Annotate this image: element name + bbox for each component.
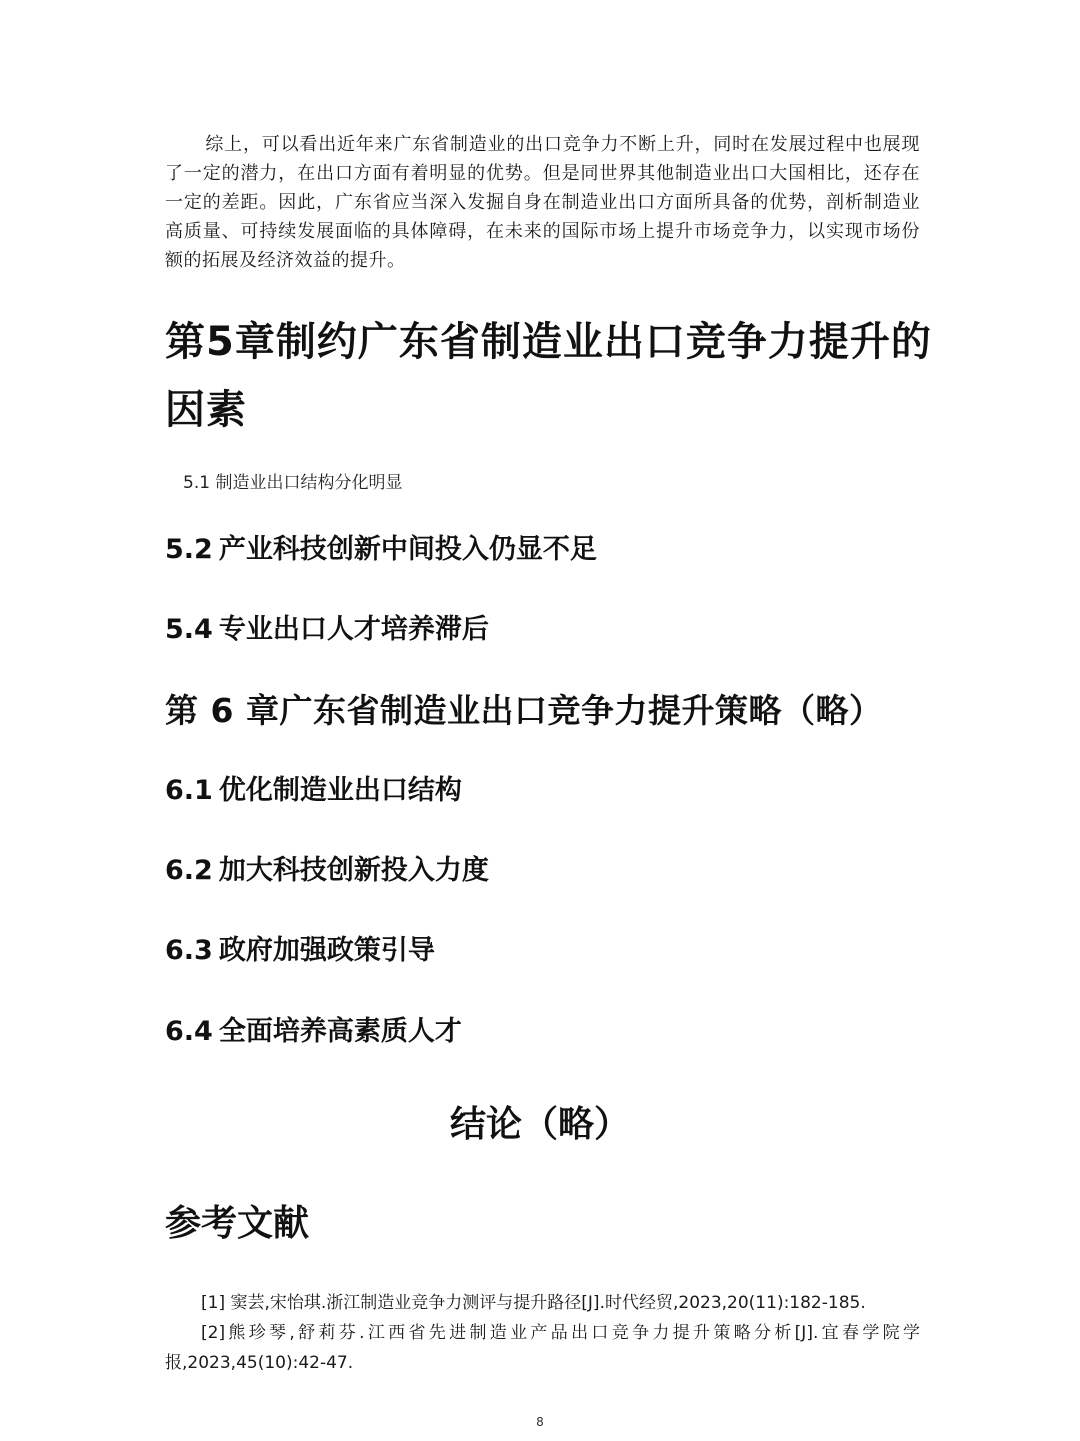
section-text: 优化制造业出口结构 — [218, 775, 462, 806]
section-number: 6.1 — [165, 775, 213, 806]
section-text: 产业科技创新中间投入仍显不足 — [218, 534, 597, 565]
chapter-5-title: 第5章制约广东省制造业出口竞争力提升的因素 — [165, 319, 932, 433]
section-text: 政府加强政策引导 — [218, 935, 435, 966]
section-6-4 — [165, 1012, 462, 1052]
section-6-3 — [165, 931, 435, 971]
section-number: 6.3 — [165, 935, 213, 966]
section-number: 6.4 — [165, 1016, 213, 1047]
section-6-2 — [165, 851, 489, 891]
reference-text: [2]熊珍琴,舒莉芬.江西省先进制造业产品出口竞争力提升策略分析[J].宜春学院学报,2023,45(10):42-47. — [165, 1323, 920, 1373]
section-text: 制造业出口结构分化明显 — [215, 473, 403, 493]
reference-item — [165, 1318, 920, 1378]
references-title: 参考文献 — [165, 1203, 310, 1244]
page-number: 8 — [536, 1415, 544, 1429]
reference-text: [1] 窦芸,宋怡琪.浙江制造业竞争力测评与提升路径[J].时代经贸,2023,20(11):182-185. — [201, 1293, 866, 1313]
conclusion-title: 结论（略） — [449, 1104, 630, 1145]
reference-item — [165, 1288, 920, 1318]
section-number: 5.1 — [183, 473, 211, 493]
section-text: 全面培养高素质人才 — [218, 1016, 462, 1047]
intro-paragraph — [165, 130, 920, 275]
intro-paragraph-text: 综上，可以看出近年来广东省制造业的出口竞争力不断上升，同时在发展过程中也展现了一定的潜力，在出口方面有着明显的优势。但是同世界其他制造业出口大国相比，还存在一定的差距。因此，广东省应当深入发掘自身在制造业出口方面所具备的优势，剖析制造业高质量、可持续发展面临的具体障碍，在未来的国际市场上提升市场竞争力，以实现市场份额的拓展及经济效益的提升。 — [165, 134, 920, 271]
chapter-6-title: 第 6 章广东省制造业出口竞争力提升策略（略） — [165, 691, 883, 730]
section-number: 5.4 — [165, 614, 213, 645]
references-list — [165, 1288, 920, 1378]
section-6-1 — [165, 771, 462, 811]
section-number: 6.2 — [165, 855, 213, 886]
section-5-1 — [183, 470, 402, 496]
section-number: 5.2 — [165, 534, 213, 565]
section-text: 专业出口人才培养滞后 — [218, 614, 489, 645]
section-5-2 — [165, 530, 597, 570]
section-text: 加大科技创新投入力度 — [218, 855, 489, 886]
section-5-4 — [165, 610, 489, 650]
